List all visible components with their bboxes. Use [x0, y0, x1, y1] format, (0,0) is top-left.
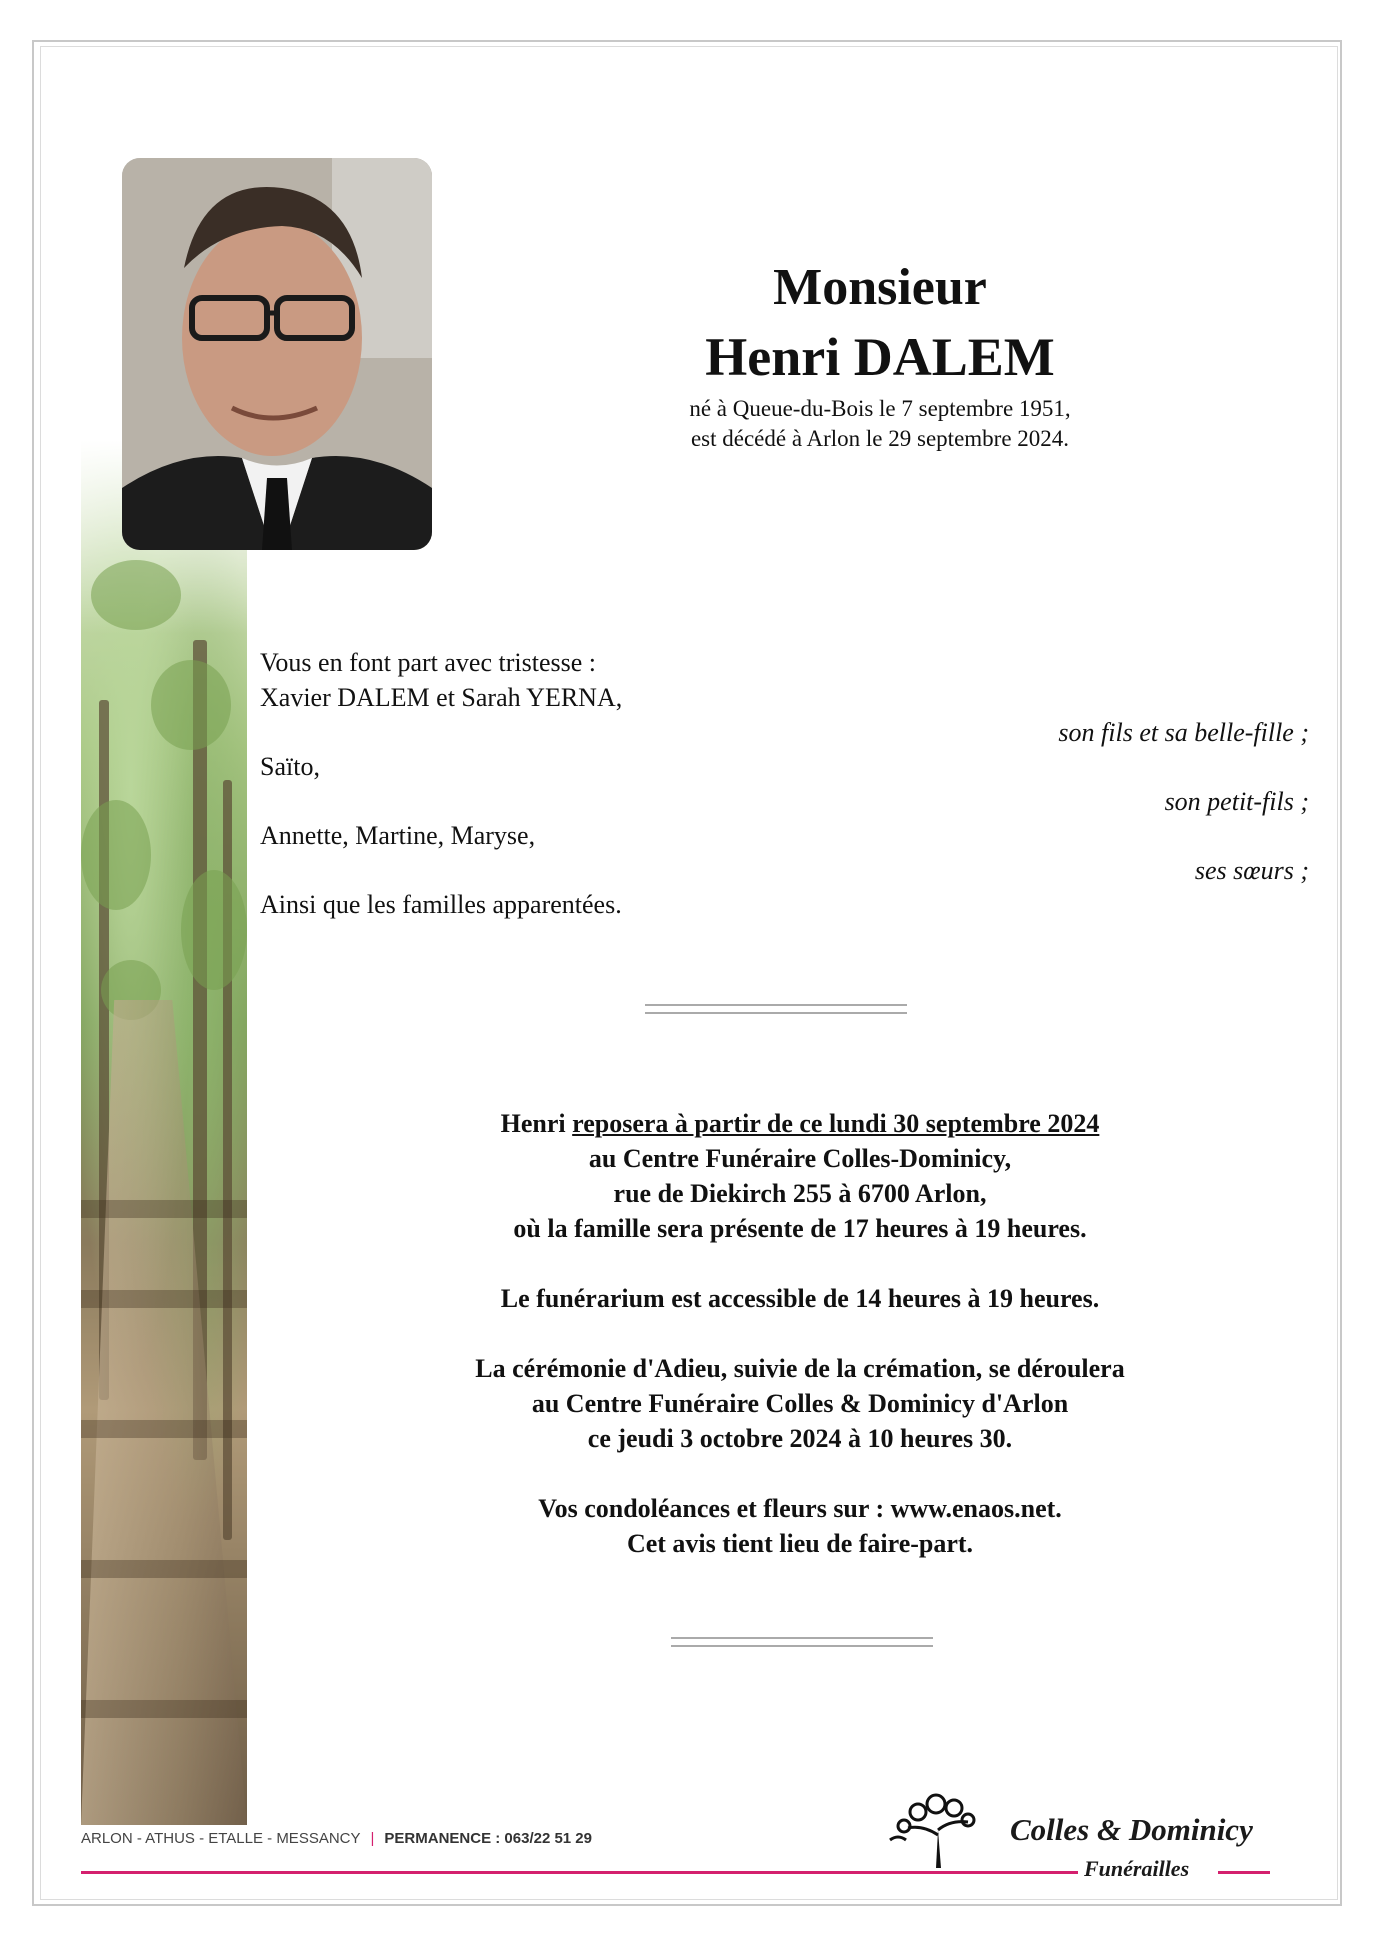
closing-line: Ainsi que les familles apparentées. — [260, 890, 622, 919]
deceased-name: Henri DALEM — [705, 327, 1055, 387]
intro-line: Vous en font part avec tristesse : — [260, 648, 596, 677]
family-relation: son petit-fils ; — [1164, 787, 1309, 816]
brand-subtitle: Funérailles — [1084, 1856, 1190, 1881]
rest-line-3: rue de Diekirch 255 à 6700 Arlon, — [613, 1179, 987, 1208]
footer-locations: ARLON - ATHUS - ETALLE - MESSANCY — [81, 1830, 361, 1847]
forest-path-photo — [81, 440, 247, 1825]
honorific: Monsieur — [773, 259, 987, 316]
footer-accent-line — [81, 1871, 1071, 1874]
birth-death-block — [560, 394, 1200, 454]
death-line: est décédé à Arlon le 29 septembre 2024. — [690, 426, 1070, 451]
rest-line-2: au Centre Funéraire Colles-Dominicy, — [588, 1144, 1012, 1173]
brand-underline-left — [1008, 1871, 1078, 1874]
notice-line: Cet avis tient lieu de faire-part. — [626, 1529, 974, 1558]
rest-line-4: où la famille sera présente de 17 heures à 19 heures. — [513, 1214, 1087, 1243]
footer-separator: | — [370, 1830, 375, 1847]
brand-underline-right — [1218, 1871, 1270, 1874]
condolences-line: Vos condoléances et fleurs sur : www.enaos.net. — [538, 1494, 1062, 1523]
rest-date: reposera à partir de ce lundi 30 septembre 2024 — [572, 1109, 1100, 1138]
footer-info — [81, 1830, 592, 1847]
portrait-photo — [122, 158, 432, 550]
family-names: Saïto, — [260, 752, 320, 781]
brand-name: Colles & Dominicy — [1010, 1812, 1253, 1847]
family-relation: ses sœurs ; — [1194, 856, 1309, 885]
family-relation: son fils et sa belle-fille ; — [1058, 718, 1309, 747]
tree-logo-icon — [888, 1790, 988, 1870]
separator — [671, 1637, 933, 1647]
rest-line-1 — [380, 1106, 1220, 1141]
rest-name: Henri — [500, 1109, 566, 1138]
family-names: Annette, Martine, Maryse, — [260, 821, 536, 850]
separator — [645, 1004, 907, 1014]
access-line: Le funérarium est accessible de 14 heures à 19 heures. — [500, 1284, 1100, 1313]
ceremony-line-2: au Centre Funéraire Colles & Dominicy d'Arlon — [531, 1389, 1069, 1418]
birth-line: né à Queue-du-Bois le 7 septembre 1951, — [689, 396, 1071, 421]
family-names: Xavier DALEM et Sarah YERNA, — [260, 683, 623, 712]
ceremony-line-3: ce jeudi 3 octobre 2024 à 10 heures 30. — [587, 1424, 1013, 1453]
arrangements-block — [380, 1106, 1220, 1561]
footer-permanence: PERMANENCE : 063/22 51 29 — [384, 1830, 592, 1847]
ceremony-line-1: La cérémonie d'Adieu, suivie de la crémation, se déroulera — [475, 1354, 1125, 1383]
